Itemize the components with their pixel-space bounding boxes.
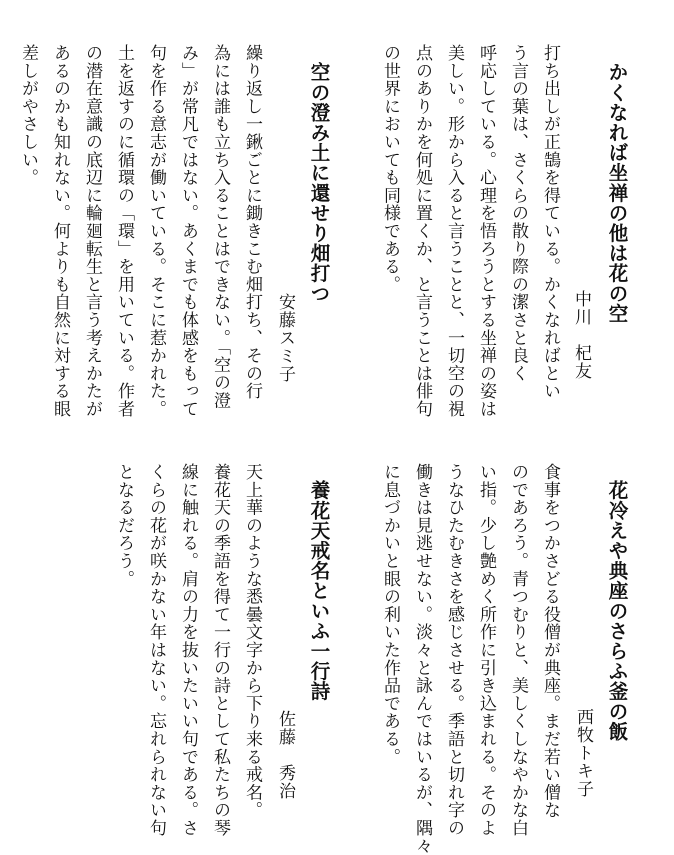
commentary-line: 美しい。形から入ると言うことと、一切空の視 xyxy=(444,44,464,418)
commentary-line: 食事をつかさどる役僧が典座。まだ若い僧な xyxy=(540,463,560,819)
commentary-line: のであろう。青つむりと、美しくしなやかな白 xyxy=(508,463,528,837)
commentary-line: 点のありかを何処に置くか、と言うことは俳句 xyxy=(412,44,432,418)
commentary-line: う言の葉は、さくらの散り際の潔さと良く xyxy=(508,44,528,383)
haiku-title: 養花天戒名といふ一行詩 xyxy=(307,480,331,702)
commentary-line: 働きは見逃せない。淡々と詠んではいるが、隅々 xyxy=(412,463,432,855)
commentary-line: 土を返すのに循環の「環」を用いている。作者 xyxy=(114,44,134,418)
commentary-line: い指。少し艶めく所作に引き込まれる。そのよ xyxy=(476,463,496,837)
commentary-line: の世界においても同様である。 xyxy=(380,44,400,294)
commentary-line: うなひたむきさを感じさせる。季語と切れ字の xyxy=(444,463,464,837)
haiku-title: 花冷えや典座のさらふ釜の飯 xyxy=(605,480,629,742)
commentary-line: に息づかいと眼の利いた作品である。 xyxy=(380,463,400,766)
commentary-line: 差しがやさしい。 xyxy=(18,44,38,187)
haiku-author: 佐藤 秀治 xyxy=(275,710,295,800)
commentary-line: 呼応している。心理を悟ろうとする坐禅の姿は xyxy=(476,44,496,418)
haiku-title: 空の澄み土に還せり畑打つ xyxy=(307,62,331,304)
commentary-line: あるのかも知れない。何よりも自然に対する眼 xyxy=(50,44,70,418)
commentary-line: 養花天の季語を得て一行の詩として私たちの琴 xyxy=(210,463,230,837)
haiku-author: 安藤スミ子 xyxy=(275,293,295,383)
commentary-line: 為には誰も立ち入ることはできない。「空の澄 xyxy=(210,44,230,410)
commentary-line: 繰り返し一鍬ごとに鋤きこむ畑打ち、その行 xyxy=(242,44,262,400)
commentary-line: 線に触れる。肩の力を抜いたいい句である。さ xyxy=(178,463,198,837)
haiku-title: かくなれば坐禅の他は花の空 xyxy=(605,62,629,324)
haiku-author: 中川 杞友 xyxy=(571,290,591,380)
haiku-author: 西牧トキ子 xyxy=(573,708,593,798)
commentary-line: 天上華のような悉曇文字から下り来る戒名。 xyxy=(242,463,262,819)
commentary-line: くらの花が咲かない年はない。忘れられない句 xyxy=(146,463,166,837)
commentary-line: となるだろう。 xyxy=(114,463,134,588)
commentary-line: 打ち出しが正鵠を得ている。かくなればとい xyxy=(540,44,560,400)
commentary-line: 句を作る意志が働いている。そこに惹かれた。 xyxy=(146,44,166,418)
commentary-line: の潜在意識の底辺に輪廻転生と言う考えかたが xyxy=(82,44,102,418)
commentary-line: み」が常凡ではない。あくまでも体感をもって xyxy=(178,44,198,418)
